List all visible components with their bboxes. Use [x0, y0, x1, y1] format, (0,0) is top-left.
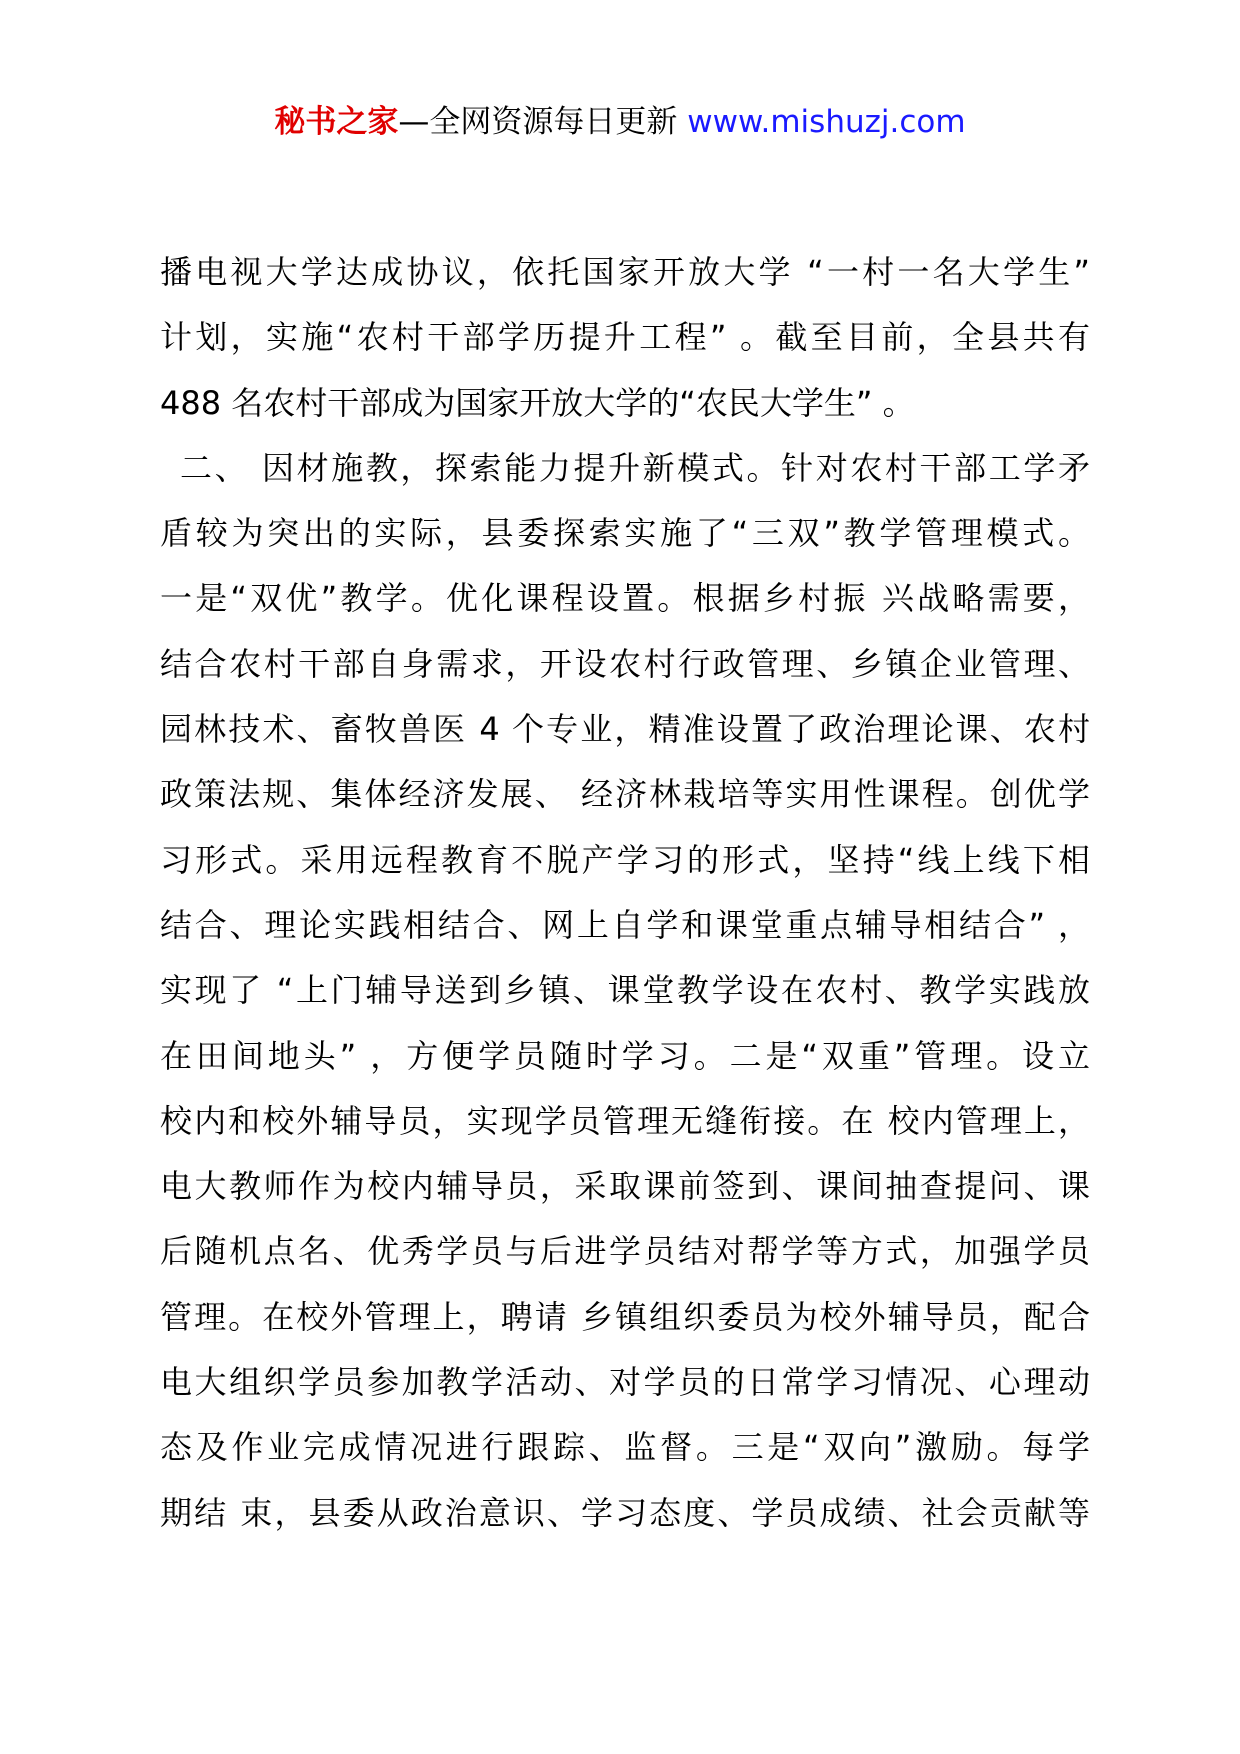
body-text-line: 管理。在校外管理上，聘请 乡镇组织委员为校外辅导员，配合 — [160, 1297, 1090, 1336]
body-text-line: 结合、理论实践相结合、网上自学和课堂重点辅导相结合” ， — [160, 905, 1090, 944]
body-text-line: 实现了 “上门辅导送到乡镇、课堂教学设在农村、教学实践放 — [160, 971, 1090, 1010]
body-text-line: 电大组织学员参加教学活动、对学员的日常学习情况、心理动 — [160, 1363, 1090, 1402]
body-text-line: 后随机点名、优秀学员与后进学员结对帮学等方式，加强学员 — [160, 1232, 1090, 1271]
page-header — [0, 100, 1240, 144]
body-text-line: 计划，实施“农村干部学历提升工程” 。截至目前，全县共有 — [160, 318, 1090, 357]
document-body — [160, 240, 1090, 1546]
body-text-line: 期结 束，县委从政治意识、学习态度、学员成绩、社会贡献等 — [160, 1493, 1090, 1532]
body-text-line: 校内和校外辅导员，实现学员管理无缝衔接。在 校内管理上， — [160, 1101, 1090, 1140]
site-tagline: —全网资源每日更新 — [398, 104, 678, 140]
site-brand: 秘书之家 — [274, 104, 399, 140]
body-text-line: 一是“双优”教学。优化课程设置。根据乡村振 兴战略需要， — [160, 579, 1090, 618]
body-text-line: 园林技术、畜牧兽医 4 个专业，精准设置了政治理论课、农村 — [160, 710, 1090, 749]
body-text-line: 政策法规、集体经济发展、 经济林栽培等实用性课程。创优学 — [160, 775, 1090, 814]
body-text-line: 在田间地头” ，方便学员随时学习。二是“双重”管理。设立 — [160, 1036, 1090, 1075]
body-text-line: 态及作业完成情况进行跟踪、监督。三是“双向”激励。每学 — [160, 1428, 1090, 1467]
body-text-line: 盾较为突出的实际，县委探索实施了“三双”教学管理模式。 — [160, 514, 1090, 553]
site-url-link[interactable]: www.mishuzj.com — [687, 104, 966, 140]
body-text-line: 结合农村干部自身需求，开设农村行政管理、乡镇企业管理、 — [160, 644, 1090, 683]
body-text-line: 习形式。采用远程教育不脱产学习的形式，坚持“线上线下相 — [160, 840, 1090, 879]
body-text-line: 电大教师作为校内辅导员，采取课前签到、课间抽查提问、课 — [160, 1167, 1090, 1206]
body-text-line: 播电视大学达成协议，依托国家开放大学 “一村一名大学生” — [160, 253, 1090, 291]
body-text-line: 488 名农村干部成为国家开放大学的“农民大学生” 。 — [160, 383, 915, 422]
body-text-line: 二、 因材施教，探索能力提升新模式。针对农村干部工学矛 — [180, 448, 1090, 487]
